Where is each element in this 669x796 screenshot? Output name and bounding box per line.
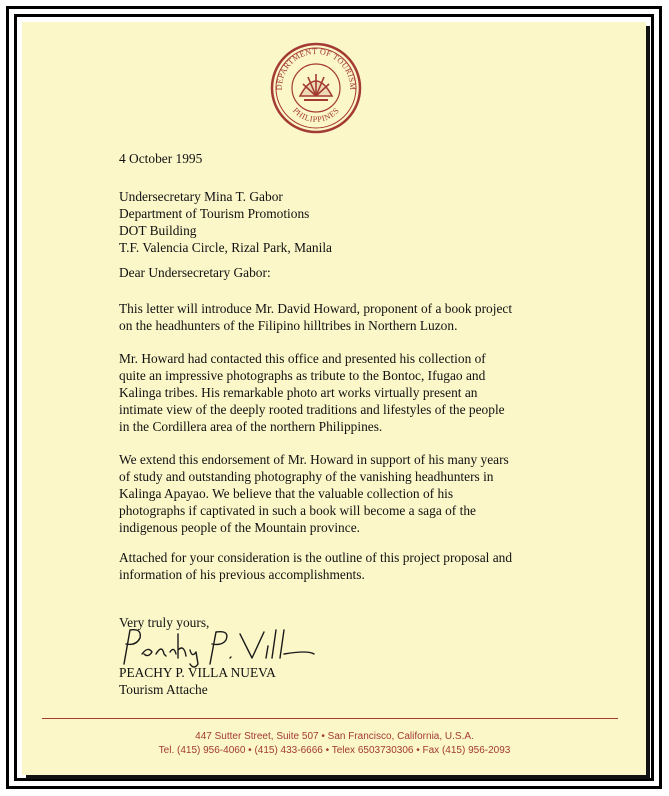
recipient-address xyxy=(119,188,332,256)
footer-contacts: Tel. (415) 956-4060 • (415) 433-6666 • Telex 6503730306 • Fax (415) 956-2093 xyxy=(158,745,511,756)
signature-block xyxy=(119,664,276,698)
paragraph-line: Kalinga tribes. His remarkable photo art works virtually present an xyxy=(119,385,478,400)
paragraph-4 xyxy=(119,549,512,583)
paragraph-line: Kalinga Apayao. We believe that the valuable collection of his xyxy=(119,486,454,501)
paragraph-line: Attached for your consideration is the outline of this project proposal and xyxy=(119,550,513,565)
recipient-line: Department of Tourism Promotions xyxy=(119,206,310,221)
paragraph-line: on the headhunters of the Filipino hilltribes in Northern Luzon. xyxy=(119,318,458,333)
paragraph-line: We extend this endorsement of Mr. Howard in support of his many years xyxy=(119,452,509,467)
paragraph-line: This letter will introduce Mr. David Howard, proponent of a book project xyxy=(119,301,513,316)
signer-name: PEACHY P. VILLA NUEVA xyxy=(119,665,276,680)
seal-top-text: DEPARTMENT OF TOURISM xyxy=(274,46,358,91)
paragraph-line: quite an impressive photographs as tribute to the Bontoc, Ifugao and xyxy=(119,368,486,383)
paragraph-line: in the Cordillera area of the northern Philippines. xyxy=(119,419,383,434)
paragraph-line: information of his previous accomplishments. xyxy=(119,567,365,582)
paragraph-1 xyxy=(119,300,512,334)
svg-text:PHILIPPINES xyxy=(291,106,341,124)
paragraph-line: photographs if captivated in such a book will become a saga of the xyxy=(119,503,476,518)
salutation: Dear Undersecretary Gabor: xyxy=(119,265,271,280)
letter-date: 4 October 1995 xyxy=(119,151,203,166)
paragraph-2 xyxy=(119,350,505,435)
footer-address: 447 Sutter Street, Suite 507 • San Francisco, California, U.S.A. xyxy=(195,731,474,742)
recipient-line: T.F. Valencia Circle, Rizal Park, Manila xyxy=(119,240,332,255)
footer-divider xyxy=(42,718,618,719)
paragraph-line: indigenous people of the Mountain province. xyxy=(119,520,360,535)
paragraph-line: Mr. Howard had contacted this office and presented his collection of xyxy=(119,351,486,366)
paragraph-3 xyxy=(119,451,509,536)
recipient-line: Undersecretary Mina T. Gabor xyxy=(119,189,283,204)
seal-bottom-text: PHILIPPINES xyxy=(290,105,342,125)
tourism-seal-logo xyxy=(270,42,362,134)
closing: Very truly yours, xyxy=(119,615,210,630)
recipient-line: DOT Building xyxy=(119,223,197,238)
signer-title: Tourism Attache xyxy=(119,682,208,697)
shell-emblem-icon xyxy=(300,74,332,100)
paragraph-line: of study and outstanding photography of the vanishing headhunters in xyxy=(119,469,494,484)
paragraph-line: intimate view of the deeply rooted traditions and lifestyles of the people xyxy=(119,402,505,417)
